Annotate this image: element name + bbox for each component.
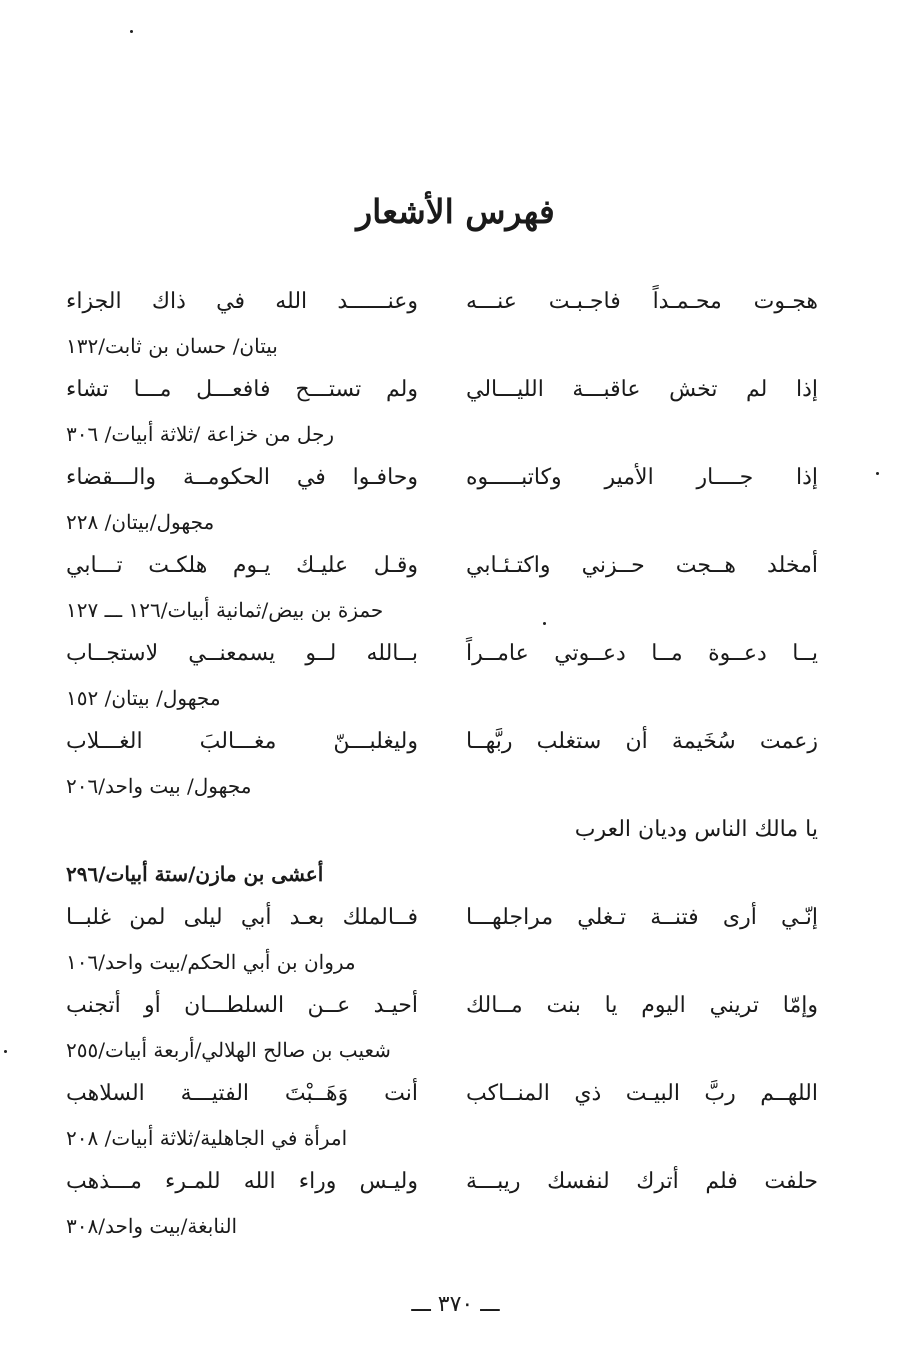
verse-first-hemistich: زعمت سُخَيمة أن ستغلب ربَّهــا [466, 729, 818, 754]
scan-speck [876, 472, 879, 475]
poem-entry [66, 368, 818, 456]
page-number: ـــ ٣٧٠ ـــ [411, 1292, 500, 1317]
verse-attribution: حمزة بن بيض/ثمانية أبيات/١٢٦ ـــ ١٢٧ [66, 598, 384, 622]
page-title: فهرس الأشعار [356, 192, 555, 231]
verse-first-hemistich: حلفت فلم أترك لنفسك ريبـــة [466, 1169, 818, 1194]
verse-second-hemistich: وليـس وراء الله للمـرء مـــذهب [66, 1169, 418, 1194]
poem-index-list [66, 280, 818, 1248]
verse-attribution: مجهول/ بيت واحد/٢٠٦ [66, 774, 252, 798]
verse-second-hemistich: فــالملك بعـد أبي ليلى لمن غلبــا [66, 905, 418, 930]
verse-attribution: بيتان/ حسان بن ثابت/١٣٢ [66, 334, 278, 358]
poem-entry [66, 720, 818, 808]
verse-first-hemistich: يــا دعــوة مــا دعــوتي عامــراً [466, 641, 818, 666]
poem-entry [66, 544, 818, 632]
verse-attribution: مجهول/بيتان/ ٢٢٨ [66, 510, 215, 534]
poem-entry [66, 632, 818, 720]
verse-attribution: مروان بن أبي الحكم/بيت واحد/١٠٦ [66, 950, 356, 974]
verse-second-hemistich: وعنــــــد الله في ذاك الجزاء [66, 289, 418, 314]
poem-entry [66, 456, 818, 544]
verse-attribution: أعشى بن مازن/ستة أبيات/٢٩٦ [66, 862, 324, 886]
verse-second-hemistich: أنت وَهَــبْتَ الفتيـــة السلاهب [66, 1081, 418, 1106]
verse-line [66, 720, 818, 764]
verse-attribution: شعيب بن صالح الهلالي/أربعة أبيات/٢٥٥ [66, 1038, 391, 1062]
verse-line [66, 456, 818, 500]
verse-attribution: رجل من خزاعة /ثلاثة أبيات/ ٣٠٦ [66, 422, 335, 446]
verse-first-hemistich: إذا جــــار الأمير وكاتبـــــوه [466, 465, 818, 490]
poem-entry [66, 1072, 818, 1160]
verse-second-hemistich: وحافـوا في الحكومــة والـــقضاء [66, 465, 418, 490]
verse-line [66, 896, 818, 940]
verse-line [66, 808, 818, 852]
verse-line [66, 1160, 818, 1204]
verse-first-hemistich: هجـوت محـمـداً فاجـبـت عنـــه [466, 289, 818, 314]
poem-entry [66, 896, 818, 984]
verse-second-hemistich: أحيـد عــن السلطـــان أو أتجنب [66, 993, 418, 1018]
verse-second-hemistich: وليغلبـــنّ مغـــالبَ الغـــلاب [66, 729, 418, 754]
scan-speck [130, 30, 133, 33]
verse-attribution: امرأة في الجاهلية/ثلاثة أبيات/ ٢٠٨ [66, 1126, 348, 1150]
verse-first-hemistich: اللهــم ربَّ البيـت ذي المنــاكب [466, 1081, 818, 1106]
verse-line [66, 368, 818, 412]
verse-second-hemistich: ولم تستـــح فافعـــل مـــا تشاء [66, 377, 418, 402]
scan-speck [4, 1050, 7, 1053]
verse-first-hemistich: إذا لم تخش عاقبـــة الليـــالي [466, 377, 818, 402]
poem-entry [66, 280, 818, 368]
verse-second-hemistich: بــالله لــو يسمعنــي لاستجــاب [66, 641, 418, 666]
verse-attribution: النابغة/بيت واحد/٣٠٨ [66, 1214, 238, 1238]
verse-line [66, 984, 818, 1028]
verse-single-line: يا مالك الناس وديان العرب [574, 817, 818, 842]
scan-speck [543, 622, 546, 625]
verse-line [66, 632, 818, 676]
poem-entry [66, 1160, 818, 1248]
verse-line [66, 1072, 818, 1116]
verse-second-hemistich: وقـل عليـك يـوم هلكـت تـــابي [66, 553, 418, 578]
poem-entry [66, 984, 818, 1072]
verse-line [66, 280, 818, 324]
verse-line [66, 544, 818, 588]
poem-entry [66, 808, 818, 896]
verse-attribution: مجهول/ بيتان/ ١٥٢ [66, 686, 221, 710]
verse-first-hemistich: إنّـي أرى فتنــة تـغلي مراجلهـــا [466, 905, 818, 930]
verse-first-hemistich: وإمّا تريني اليوم يا بنت مــالك [466, 993, 818, 1018]
verse-first-hemistich: أمخلد هــجت حــزني واكتـئـابي [466, 553, 818, 578]
